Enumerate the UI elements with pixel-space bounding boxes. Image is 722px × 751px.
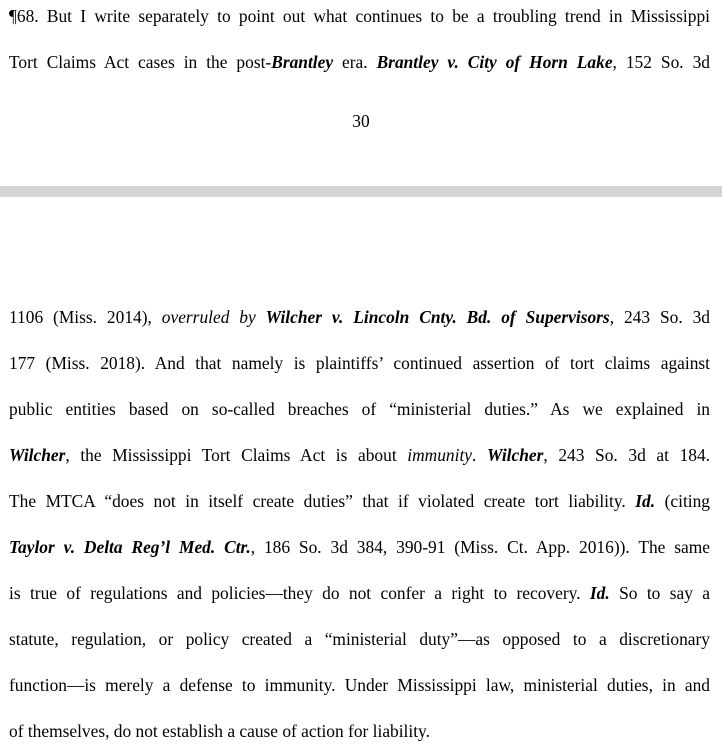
body-text: , 243 So. 3d at 184. — [543, 445, 711, 465]
body-text: , the Mississippi Tort Claims Act is about — [65, 445, 408, 465]
document-page-top — [0, 0, 722, 186]
body-text: Tort Claims Act cases in the post- — [9, 52, 272, 72]
citation-text: Brantley v. City of Horn Lake — [376, 52, 613, 72]
text-line — [9, 537, 710, 557]
text-line — [9, 52, 710, 72]
text-line — [9, 583, 710, 603]
citation-text: Taylor v. Delta Reg’l Med. Ctr. — [9, 537, 251, 557]
document-page-bottom — [0, 197, 722, 751]
body-text: ¶68. But I write separately to point out what continues to be a troubling trend in Mississippi — [9, 6, 710, 26]
emphasis-text: overruled by — [161, 307, 256, 327]
body-text — [256, 307, 266, 327]
body-text: The MTCA “does not in itself create duties” that if violated create tort liability. — [9, 491, 636, 511]
text-line — [9, 353, 710, 373]
citation-text: Id. — [635, 491, 656, 511]
text-line — [9, 675, 710, 695]
citation-text: Wilcher — [487, 445, 544, 465]
body-text: of themselves, do not establish a cause of action for liability. — [9, 721, 430, 741]
text-line — [9, 399, 710, 419]
page-separator — [0, 186, 722, 197]
page-number: 30 — [352, 111, 370, 131]
text-line — [9, 491, 710, 511]
text-line — [9, 6, 710, 26]
text-line — [9, 721, 710, 741]
body-text: . — [472, 445, 487, 465]
body-text: public entities based on so-called breaches of “ministerial duties.” As we explained in — [9, 399, 710, 419]
body-text: function—is merely a defense to immunity. Under Mississippi law, ministerial duties, in and — [9, 675, 710, 695]
citation-text: Id. — [589, 583, 610, 603]
citation-text: Wilcher v. Lincoln Cnty. Bd. of Supervisors — [265, 307, 610, 327]
citation-text: Brantley — [271, 52, 334, 72]
body-text: is true of regulations and policies—they do not confer a right to recovery. — [9, 583, 590, 603]
text-line — [9, 629, 710, 649]
body-text: , 186 So. 3d 384, 390-91 (Miss. Ct. App. 2016)). The same — [250, 537, 710, 557]
body-text: statute, regulation, or policy created a “ministerial duty”—as opposed to a discretionary — [9, 629, 710, 649]
body-text: 177 (Miss. 2018). And that namely is plaintiffs’ continued assertion of tort claims against — [9, 353, 710, 373]
body-text: 1106 (Miss. 2014), — [9, 307, 162, 327]
body-text: So to say a — [609, 583, 710, 603]
citation-text: Wilcher — [9, 445, 66, 465]
body-text: , 152 So. 3d — [612, 52, 710, 72]
body-text: era. — [333, 52, 377, 72]
body-text: , 243 So. 3d — [609, 307, 710, 327]
emphasis-text: immunity — [407, 445, 473, 465]
body-text: (citing — [655, 491, 711, 511]
text-line — [9, 307, 710, 327]
text-line — [9, 445, 710, 465]
